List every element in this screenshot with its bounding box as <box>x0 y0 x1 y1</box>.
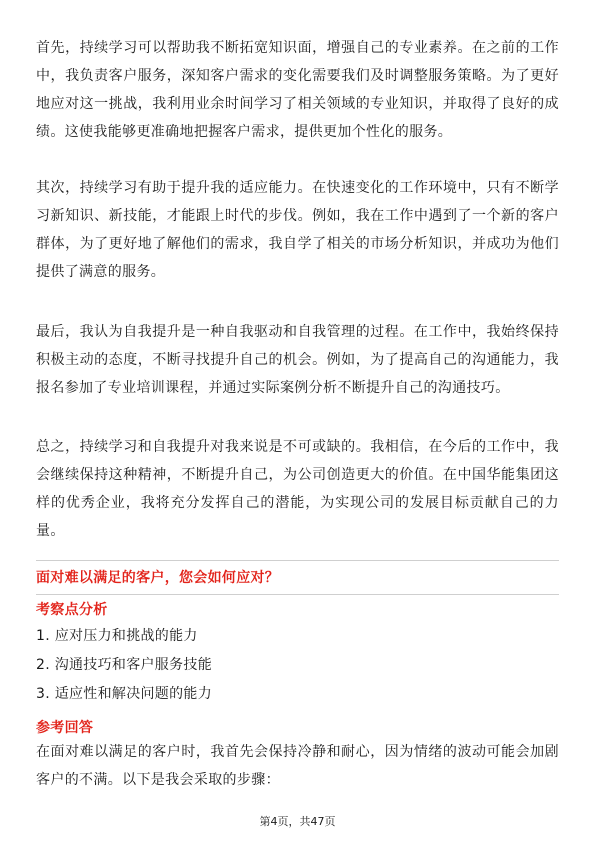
paragraph-adaptability: 其次，持续学习有助于提升我的适应能力。在快速变化的工作环境中，只有不断学习新知识、新技能，才能跟上时代的步伐。例如，我在工作中遇到了一个新的客户群体，为了更好地了解他们的需求，我自学了相关的市场分析知识，并成功为他们提供了满意的服务。 <box>36 180 559 280</box>
analysis-point: 3. 适应性和解决问题的能力 <box>36 686 213 702</box>
reference-answer-heading: 参考回答 <box>36 720 94 736</box>
paragraph-continuous-learning: 首先，持续学习可以帮助我不断拓宽知识面，增强自己的专业素养。在之前的工作中，我负责客户服务，深知客户需求的变化需要我们及时调整服务策略。为了更好地应对这一挑战，我利用业余时间学习了相关领域的专业知识，并取得了良好的成绩。这使我能够更准确地把握客户需求，提供更加个性化的服务。 <box>36 40 559 140</box>
interview-question: 面对难以满足的客户，您会如何应对？ <box>36 570 280 586</box>
analysis-point: 1. 应对压力和挑战的能力 <box>36 628 198 644</box>
page-number: 第4页，共47页 <box>259 815 336 828</box>
analysis-point: 2. 沟通技巧和客户服务技能 <box>36 657 213 673</box>
paragraph-conclusion: 总之，持续学习和自我提升对我来说是不可或缺的。我相信，在今后的工作中，我会继续保持这种精神，不断提升自己，为公司创造更大的价值。在中国华能集团这样的优秀企业，我将充分发挥自己的潜能，为实现公司的发展目标贡献自己的力量。 <box>36 439 559 539</box>
analysis-heading: 考察点分析 <box>36 602 108 618</box>
reference-answer-text: 在面对难以满足的客户时，我首先会保持冷静和耐心，因为情绪的波动可能会加剧客户的不满。以下是我会采取的步骤： <box>36 744 559 788</box>
divider-top <box>36 560 559 561</box>
paragraph-self-improvement: 最后，我认为自我提升是一种自我驱动和自我管理的过程。在工作中，我始终保持积极主动的态度，不断寻找提升自己的机会。例如，为了提高自己的沟通能力，我报名参加了专业培训课程，并通过实际案例分析不断提升自己的沟通技巧。 <box>36 324 559 396</box>
divider-bottom <box>36 594 559 595</box>
